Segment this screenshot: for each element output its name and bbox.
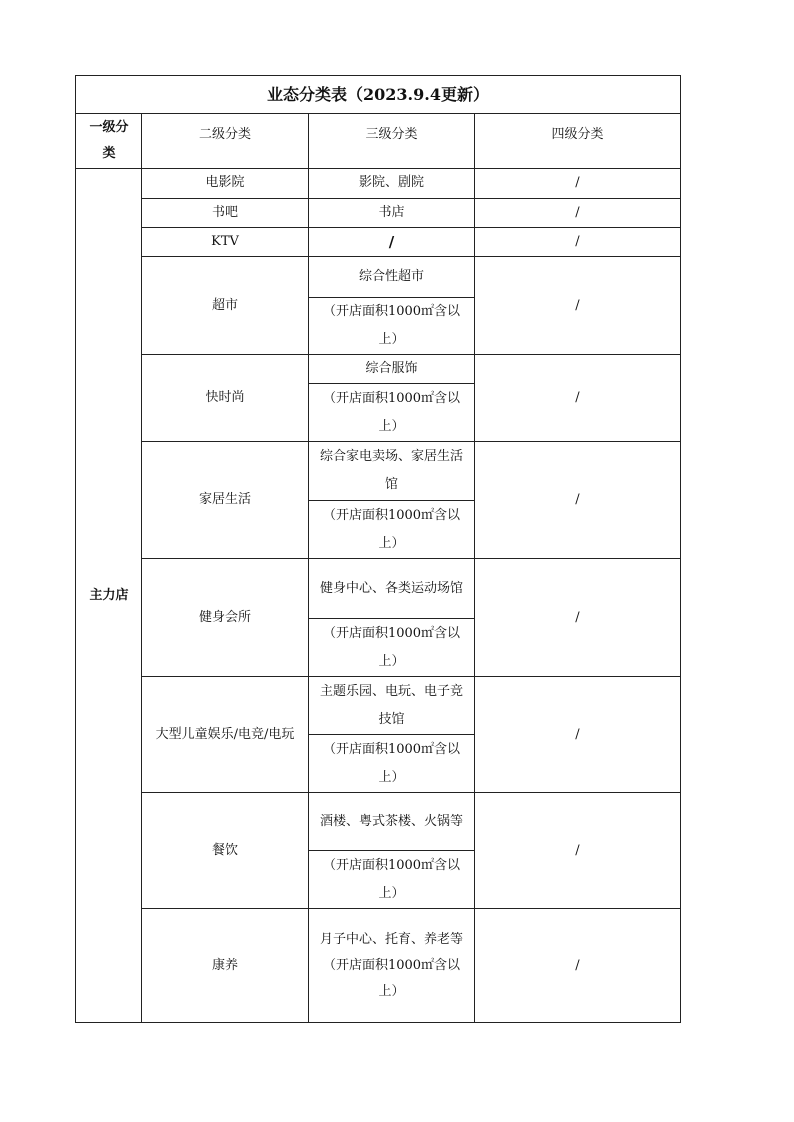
- table-row-level3: /: [388, 233, 395, 251]
- table-row-level3-note: （开店面积1000㎡含以上）: [322, 741, 461, 785]
- table-row-level3: 影院、剧院: [358, 175, 424, 190]
- header-level3: 三级分类: [365, 127, 418, 142]
- table-row-level4: /: [575, 205, 580, 220]
- table-row-level4: /: [575, 492, 580, 507]
- table-row-level4: /: [575, 609, 580, 625]
- table-row-level3-main: 主题乐园、电玩、电子竞技馆: [319, 683, 463, 727]
- table-row-level3-note: （开店面积1000㎡含以上）: [322, 304, 461, 347]
- table-row-level2: 大型儿童娱乐/电竞/电玩: [155, 726, 295, 742]
- table-row-level3: 书店: [378, 205, 405, 220]
- table-title: 业态分类表（2023.9.4更新）: [267, 84, 489, 104]
- table-row-level4: /: [575, 957, 580, 973]
- table-row-level3-combined: [309, 909, 474, 1022]
- category-table: [75, 75, 681, 1023]
- table-row-level3-main: 综合服饰: [365, 361, 418, 376]
- table-row-level2: 电影院: [205, 175, 245, 190]
- table-row-level3-note: （开店面积1000㎡含以上）: [322, 507, 461, 551]
- table-row-level3-main: 综合性超市: [358, 269, 424, 284]
- table-row-level4: /: [575, 726, 580, 742]
- table-row-level3-note: （开店面积1000㎡含以上）: [322, 857, 461, 901]
- header-level4: 四级分类: [551, 127, 604, 142]
- table-row-level3-note: （开店面积1000㎡含以上）: [322, 390, 461, 434]
- table-row-level2: 健身会所: [198, 609, 251, 625]
- level1-value: 主力店: [89, 587, 129, 603]
- table-row-level3-main: 健身中心、各类运动场馆: [319, 580, 463, 596]
- table-row-level3-note: （开店面积1000㎡含以上）: [322, 625, 461, 669]
- table-row-level3-main: 酒楼、粤式茶楼、火锅等: [319, 813, 463, 829]
- table-row-level4: /: [575, 297, 580, 313]
- table-row-level3-note: （开店面积1000㎡含以上）: [322, 957, 461, 999]
- table-row-level2: 家居生活: [198, 492, 251, 507]
- table-row-level2: 餐饮: [211, 842, 238, 858]
- table-row-level2: 康养: [211, 957, 238, 973]
- table-row-level4: /: [575, 234, 580, 249]
- table-row-level4: /: [575, 390, 580, 405]
- header-level2: 二级分类: [198, 127, 251, 142]
- table-row-level4: /: [575, 842, 580, 858]
- header-level1: 一级分类: [89, 119, 129, 161]
- table-row-level2: 书吧: [211, 205, 238, 220]
- table-row-level3-main: 综合家电卖场、家居生活馆: [319, 449, 463, 492]
- table-row-level2: KTV: [211, 234, 239, 249]
- table-row-level3-main: 月子中心、托育、养老等: [319, 931, 463, 947]
- table-row-level2: 超市: [211, 297, 238, 313]
- table-row-level2: 快时尚: [205, 390, 245, 405]
- table-row-level4: /: [575, 175, 580, 190]
